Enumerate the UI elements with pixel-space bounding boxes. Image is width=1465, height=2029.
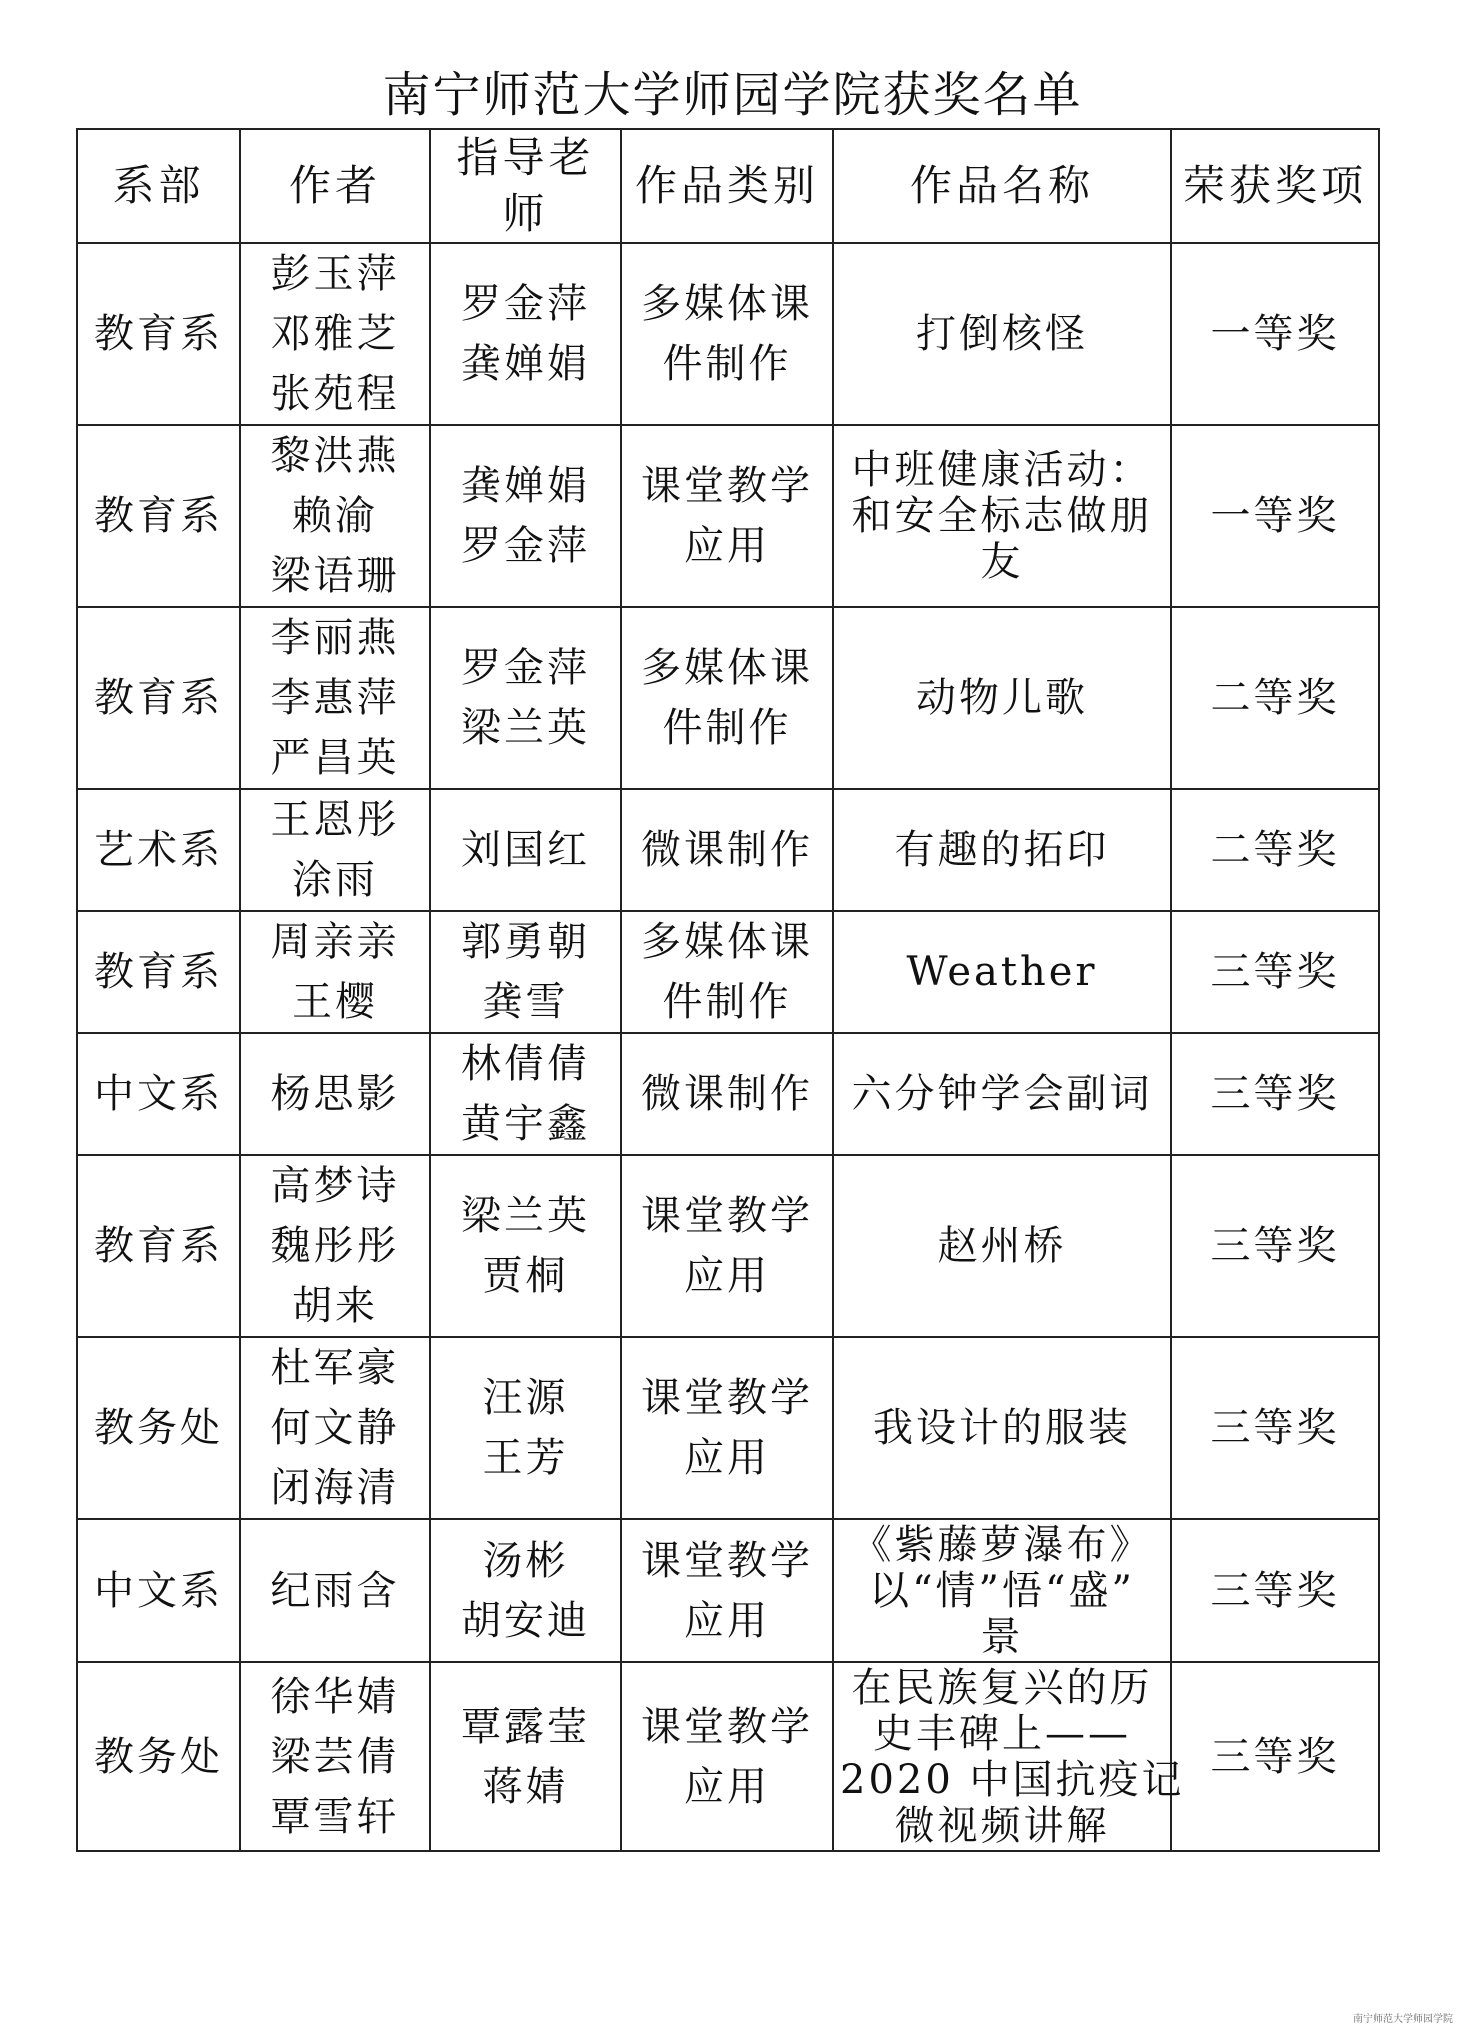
work-title-line: 和安全标志做朋 bbox=[851, 493, 1153, 539]
teacher-name: 郭勇朝 bbox=[461, 919, 590, 965]
author-name: 闭海清 bbox=[270, 1465, 400, 1511]
category-line: 课堂教学 bbox=[641, 463, 813, 509]
department-cell: 教务处 bbox=[77, 1337, 240, 1519]
authors-cell bbox=[240, 1519, 430, 1662]
table-row bbox=[77, 1033, 1379, 1155]
work-title-cell bbox=[833, 425, 1171, 607]
category-line: 多媒体课 bbox=[641, 281, 813, 327]
award-cell: 三等奖 bbox=[1171, 1033, 1379, 1155]
work-title-line: 微视频讲解 bbox=[894, 1802, 1110, 1849]
header-department: 系部 bbox=[77, 129, 240, 243]
category-cell bbox=[621, 789, 833, 911]
teachers-cell bbox=[430, 607, 621, 789]
author-name: 张苑程 bbox=[270, 371, 400, 417]
award-cell: 二等奖 bbox=[1171, 789, 1379, 911]
category-line: 课堂教学 bbox=[641, 1703, 813, 1750]
category-line: 多媒体课 bbox=[641, 645, 813, 691]
header-award: 荣获奖项 bbox=[1171, 129, 1379, 243]
category-line: 件制作 bbox=[662, 341, 792, 387]
author-name: 王恩彤 bbox=[270, 797, 400, 843]
work-title-line: 《紫藤萝瀑布》 bbox=[851, 1521, 1153, 1568]
department-cell: 教育系 bbox=[77, 243, 240, 425]
teacher-name: 王芳 bbox=[482, 1435, 569, 1481]
header-author: 作者 bbox=[240, 129, 430, 243]
category-cell bbox=[621, 1519, 833, 1662]
teachers-cell bbox=[430, 1155, 621, 1337]
table-row bbox=[77, 243, 1379, 425]
category-cell bbox=[621, 607, 833, 789]
work-title-line: 有趣的拓印 bbox=[894, 827, 1110, 873]
author-name: 黎洪燕 bbox=[270, 433, 400, 479]
author-name: 李丽燕 bbox=[270, 615, 400, 661]
department-cell: 教育系 bbox=[77, 607, 240, 789]
category-line: 应用 bbox=[684, 523, 770, 569]
department-cell: 教育系 bbox=[77, 425, 240, 607]
table-row bbox=[77, 1155, 1379, 1337]
teacher-name: 蒋婧 bbox=[482, 1763, 569, 1810]
category-line: 课堂教学 bbox=[641, 1537, 813, 1584]
teacher-name: 汤彬 bbox=[482, 1537, 569, 1584]
department-cell: 教育系 bbox=[77, 911, 240, 1033]
work-title-line: 中班健康活动： bbox=[851, 447, 1153, 493]
table-row bbox=[77, 1519, 1379, 1662]
teacher-name: 汪源 bbox=[482, 1375, 569, 1421]
author-name: 王樱 bbox=[292, 979, 378, 1025]
author-name: 高梦诗 bbox=[270, 1163, 400, 1209]
category-line: 课堂教学 bbox=[641, 1193, 813, 1239]
author-name: 胡来 bbox=[292, 1283, 378, 1329]
work-title-cell bbox=[833, 789, 1171, 911]
department-cell: 中文系 bbox=[77, 1519, 240, 1662]
award-cell: 三等奖 bbox=[1171, 1155, 1379, 1337]
author-name: 梁芸倩 bbox=[270, 1733, 400, 1780]
author-name: 杨思影 bbox=[270, 1071, 400, 1117]
table-row bbox=[77, 1337, 1379, 1519]
teachers-cell bbox=[430, 243, 621, 425]
table-body bbox=[77, 243, 1379, 1851]
work-title-cell bbox=[833, 1519, 1171, 1662]
teacher-name: 龚婵娟 bbox=[461, 463, 590, 509]
authors-cell bbox=[240, 243, 430, 425]
category-line: 件制作 bbox=[662, 979, 792, 1025]
teacher-name: 龚婵娟 bbox=[461, 341, 590, 387]
teachers-cell bbox=[430, 1033, 621, 1155]
category-line: 微课制作 bbox=[641, 827, 813, 873]
teachers-cell bbox=[430, 1662, 621, 1851]
author-name: 严昌英 bbox=[270, 735, 400, 781]
teacher-name: 覃露莹 bbox=[461, 1703, 590, 1750]
work-title-cell bbox=[833, 1337, 1171, 1519]
teacher-name: 罗金萍 bbox=[461, 281, 590, 327]
authors-cell bbox=[240, 911, 430, 1033]
category-cell bbox=[621, 1155, 833, 1337]
department-cell: 教务处 bbox=[77, 1662, 240, 1851]
award-cell: 三等奖 bbox=[1171, 1519, 1379, 1662]
category-line: 应用 bbox=[684, 1597, 770, 1644]
author-name: 徐华婧 bbox=[270, 1673, 400, 1720]
work-title-line: 友 bbox=[980, 539, 1024, 585]
work-title-line: 赵州桥 bbox=[937, 1223, 1067, 1269]
category-line: 应用 bbox=[684, 1763, 770, 1810]
work-title-line: 动物儿歌 bbox=[916, 675, 1088, 721]
authors-cell bbox=[240, 1337, 430, 1519]
category-line: 件制作 bbox=[662, 705, 792, 751]
teacher-name: 黄宇鑫 bbox=[461, 1101, 590, 1147]
authors-cell bbox=[240, 1662, 430, 1851]
awards-table bbox=[76, 128, 1380, 1852]
table-row bbox=[77, 789, 1379, 911]
author-name: 魏彤彤 bbox=[270, 1223, 400, 1269]
category-cell bbox=[621, 425, 833, 607]
page-title: 南宁师范大学师园学院获奖名单 bbox=[382, 67, 1083, 123]
work-title-line: 以“情”悟“盛” bbox=[869, 1567, 1135, 1614]
header-work-title: 作品名称 bbox=[833, 129, 1171, 243]
author-name: 赖渝 bbox=[292, 493, 378, 539]
award-cell: 三等奖 bbox=[1171, 1662, 1379, 1851]
table-row bbox=[77, 911, 1379, 1033]
footer-watermark: 南宁师范大学师园学院 bbox=[1353, 2014, 1453, 2025]
work-title-line: 2020 中国抗疫记 bbox=[840, 1756, 1185, 1803]
table-row bbox=[77, 425, 1379, 607]
category-cell bbox=[621, 1662, 833, 1851]
category-line: 应用 bbox=[684, 1435, 770, 1481]
author-name: 周亲亲 bbox=[270, 919, 400, 965]
category-line: 微课制作 bbox=[641, 1071, 813, 1117]
category-cell bbox=[621, 911, 833, 1033]
award-cell: 一等奖 bbox=[1171, 243, 1379, 425]
work-title-line: 史丰碑上—— bbox=[873, 1710, 1131, 1757]
work-title-line: 我设计的服装 bbox=[873, 1405, 1131, 1451]
author-name: 纪雨含 bbox=[270, 1567, 400, 1614]
header-category: 作品类别 bbox=[621, 129, 833, 243]
award-cell: 二等奖 bbox=[1171, 607, 1379, 789]
author-name: 杜军豪 bbox=[270, 1345, 400, 1391]
author-name: 邓雅芝 bbox=[270, 311, 400, 357]
work-title-cell bbox=[833, 1662, 1185, 1851]
authors-cell bbox=[240, 789, 430, 911]
category-line: 应用 bbox=[684, 1253, 770, 1299]
teacher-name: 罗金萍 bbox=[461, 645, 590, 691]
teacher-name: 刘国红 bbox=[461, 827, 590, 873]
teacher-name: 龚雪 bbox=[482, 979, 569, 1025]
work-title-cell bbox=[833, 1033, 1171, 1155]
teacher-name: 梁兰英 bbox=[461, 705, 590, 751]
author-name: 彭玉萍 bbox=[270, 251, 400, 297]
category-cell bbox=[621, 243, 833, 425]
work-title-line: 六分钟学会副词 bbox=[851, 1071, 1153, 1117]
teachers-cell bbox=[430, 1337, 621, 1519]
teacher-name: 胡安迪 bbox=[461, 1597, 590, 1644]
award-cell: 三等奖 bbox=[1171, 911, 1379, 1033]
category-line: 课堂教学 bbox=[641, 1375, 813, 1421]
table-header-row bbox=[77, 129, 1379, 243]
author-name: 覃雪轩 bbox=[270, 1793, 400, 1840]
work-title-cell bbox=[833, 243, 1171, 425]
teachers-cell bbox=[430, 1519, 621, 1662]
teacher-name: 罗金萍 bbox=[461, 523, 590, 569]
award-cell: 三等奖 bbox=[1171, 1337, 1379, 1519]
teacher-name: 林倩倩 bbox=[461, 1041, 590, 1087]
work-title-line: 景 bbox=[980, 1613, 1024, 1660]
work-title-line: Weather bbox=[906, 949, 1098, 995]
department-cell: 中文系 bbox=[77, 1033, 240, 1155]
teacher-name: 贾桐 bbox=[482, 1253, 569, 1299]
authors-cell bbox=[240, 1155, 430, 1337]
department-cell: 艺术系 bbox=[77, 789, 240, 911]
header-teacher: 指导老师 bbox=[430, 129, 621, 243]
work-title-cell bbox=[833, 1155, 1171, 1337]
category-line: 多媒体课 bbox=[641, 919, 813, 965]
author-name: 梁语珊 bbox=[270, 553, 400, 599]
teachers-cell bbox=[430, 911, 621, 1033]
teacher-name: 梁兰英 bbox=[461, 1193, 590, 1239]
table-row bbox=[77, 1662, 1379, 1851]
teachers-cell bbox=[430, 425, 621, 607]
category-cell bbox=[621, 1033, 833, 1155]
work-title-cell bbox=[833, 607, 1171, 789]
work-title-line: 在民族复兴的历 bbox=[851, 1664, 1153, 1711]
authors-cell bbox=[240, 425, 430, 607]
authors-cell bbox=[240, 607, 430, 789]
table-row bbox=[77, 607, 1379, 789]
work-title-cell bbox=[833, 911, 1171, 1033]
award-cell: 一等奖 bbox=[1171, 425, 1379, 607]
department-cell: 教育系 bbox=[77, 1155, 240, 1337]
teachers-cell bbox=[430, 789, 621, 911]
author-name: 何文静 bbox=[270, 1405, 400, 1451]
author-name: 李惠萍 bbox=[270, 675, 400, 721]
author-name: 涂雨 bbox=[292, 857, 378, 903]
work-title-line: 打倒核怪 bbox=[916, 311, 1088, 357]
category-cell bbox=[621, 1337, 833, 1519]
authors-cell bbox=[240, 1033, 430, 1155]
